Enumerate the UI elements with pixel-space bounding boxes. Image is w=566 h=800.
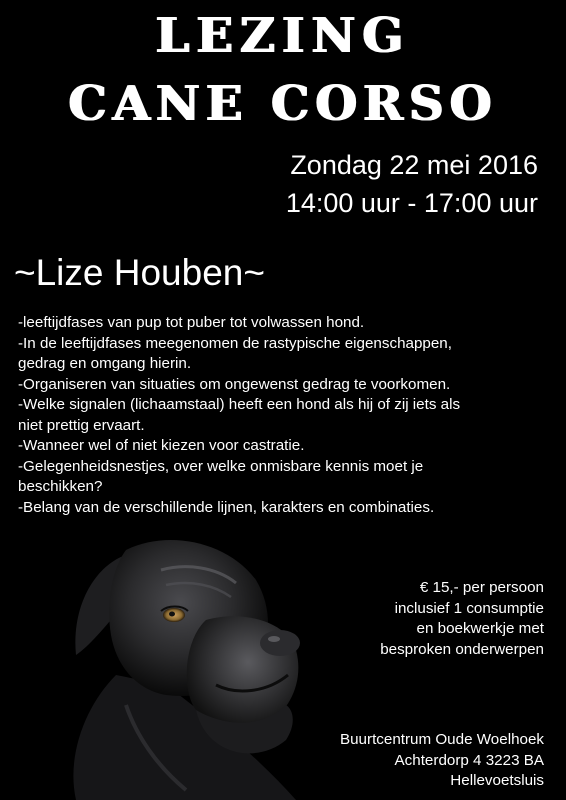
event-datetime	[286, 146, 538, 222]
price-line: besproken onderwerpen	[380, 640, 544, 658]
event-time: 14:00 uur - 17:00 uur	[285, 188, 538, 218]
topic-line: -Wanneer wel of niet kiezen voor castratie.	[18, 437, 305, 454]
topic-line: -Welke signalen (lichaamstaal) heeft een hond als hij of zij iets als	[18, 396, 461, 413]
topic-line: -In de leeftijdfases meegenomen de rastypische eigenschappen,	[18, 334, 452, 352]
price-line: en boekwerkje met	[416, 620, 544, 637]
cane-corso-dog-image	[56, 525, 356, 800]
event-date: Zondag 22 mei 2016	[290, 150, 538, 180]
title-line-1: LEZING	[155, 8, 411, 64]
venue-street: Achterdorp 4 3223 BA	[394, 751, 544, 769]
venue-address	[340, 730, 544, 792]
topic-line: -Belang van de verschillende lijnen, karakters en combinaties.	[18, 498, 435, 516]
topic-line: beschikken?	[18, 478, 103, 495]
topic-line: -Gelegenheidsnestjes, over welke onmisbare kennis moet je	[18, 457, 424, 475]
price-line: inclusief 1 consumptie	[394, 599, 544, 617]
topic-line: -Organiseren van situaties om ongewenst gedrag te voorkomen.	[18, 375, 451, 393]
venue-name: Buurtcentrum Oude Woelhoek	[339, 731, 544, 748]
price-info	[380, 578, 544, 660]
topic-line: gedrag en omgang hierin.	[18, 355, 192, 372]
price-line: € 15,- per persoon	[419, 579, 544, 596]
venue-city: Hellevoetsluis	[450, 772, 544, 789]
title-line-2: CANE CORSO	[68, 76, 498, 132]
speaker-name: ~Lize Houben~	[14, 252, 265, 293]
topic-line: niet prettig ervaart.	[18, 416, 145, 434]
topics-list	[18, 313, 528, 518]
topic-line: -leeftijdfases van pup tot puber tot volwassen hond.	[18, 314, 365, 331]
